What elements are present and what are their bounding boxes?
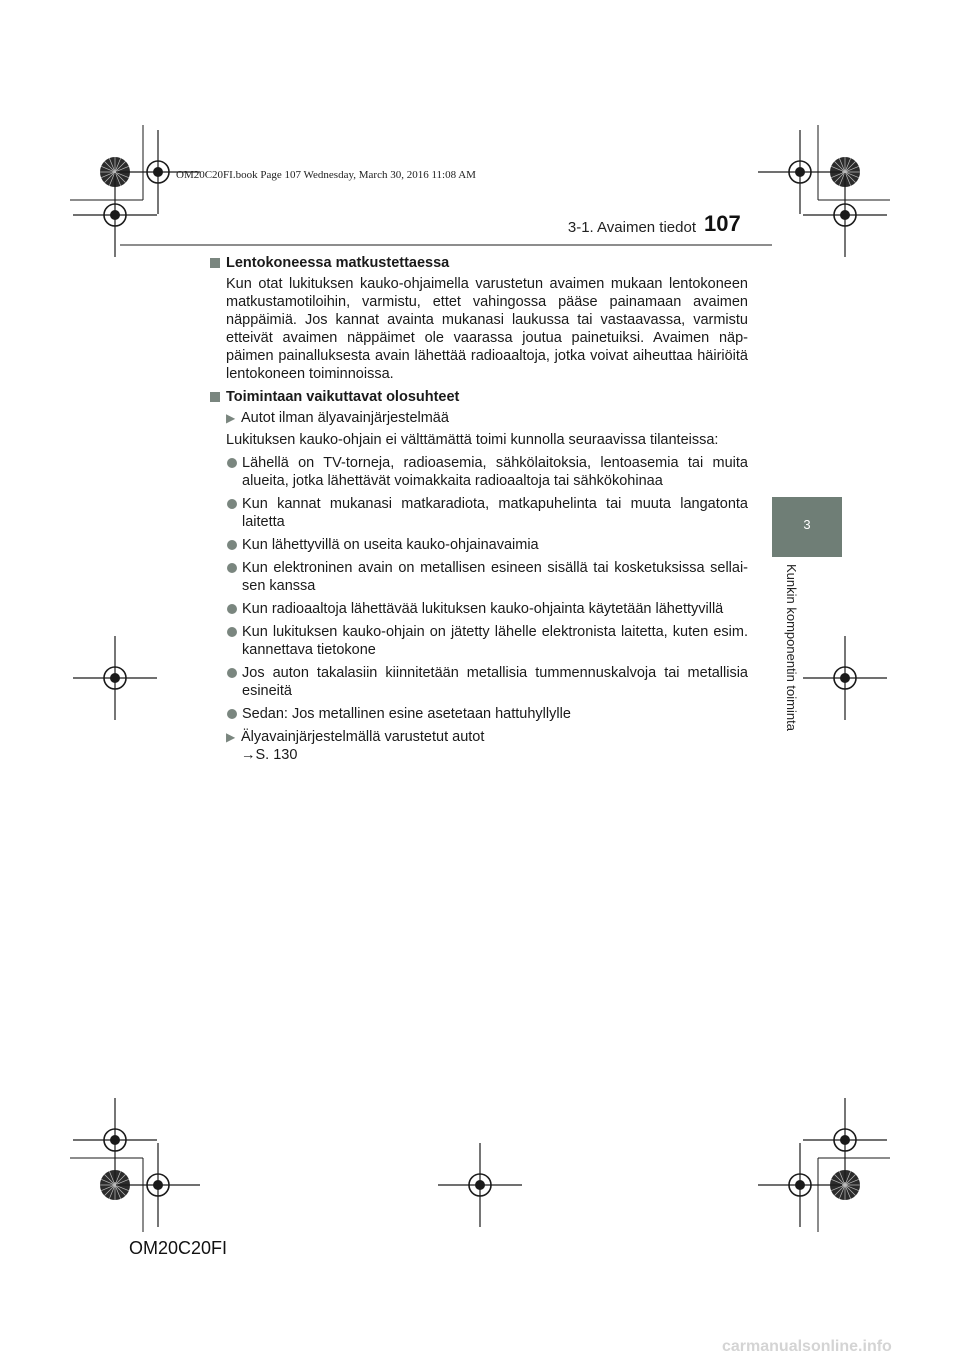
page-reference-link[interactable]: →S. 130 [241,747,298,763]
circle-bullet-icon [227,563,237,573]
registration-target-icon [803,173,887,257]
list-item [210,536,748,554]
paragraph: Lukituksen kauko-ohjain ei välttämättä toimi kunnolla seuraavissa tilanteissa: [226,432,719,448]
section-heading-text: Toimintaan vaikuttavat olosuhteet [226,389,460,405]
registration-target-icon [803,1098,887,1182]
registration-target-icon [758,130,842,214]
list-item [210,559,748,595]
paragraph: Kun otat lukituksen kauko-ohjaimella varustetun avaimen mukaan lentokoneen matkustamotiloihin, varmistu, ettet vahingossa pääse painamaan avaimen näppäimiä. Jos kannat avainta mukanasi laukussa tai vastaavassa, varmistu etteivät avaimen näppäimet ole vaarassa joutua painetuiksi. Avaimen näp-päimen painalluksesta avain lähettää radioaaltoja, jotka voivat aiheuttaa häiriöitä lentokoneen toiminnoissa. [226,276,748,382]
header-rule [120,244,772,246]
circle-bullet-icon [227,709,237,719]
registration-target-icon [116,1143,200,1227]
circle-bullet-icon [227,668,237,678]
registration-target-icon [758,1143,842,1227]
main-content [210,254,748,764]
list-item-text: Kun lähettyvillä on useita kauko-ohjainavaimia [242,537,539,553]
section-title: 3-1. Avaimen tiedot [567,219,696,236]
registration-target-icon [438,1143,522,1227]
subheading [210,409,748,427]
list-item-text: Kun elektroninen avain on metallisen esineen sisällä tai kosketuksissa sellai-sen kanssa [242,560,748,594]
registration-target-icon [803,636,887,720]
registration-target-icon [73,636,157,720]
chapter-label: Kunkin komponentin toiminta [784,564,799,731]
subheading-text: Autot ilman älyavainjärjestelmää [241,410,449,426]
list-item [210,664,748,700]
circle-bullet-icon [227,627,237,637]
subheading-text: Älyavainjärjestelmällä varustetut autot [241,729,485,745]
watermark: carmanualsonline.info [722,1338,892,1355]
subheading [210,728,748,746]
manual-code: OM20C20FI [129,1238,228,1258]
square-bullet-icon [210,392,220,402]
chapter-tab [772,497,842,557]
list-item [210,623,748,659]
list-item-text: Kun lukituksen kauko-ohjain on jätetty lähelle elektronista laitetta, kuten esim. kannettava tietokone [242,624,748,658]
list-item [210,454,748,490]
book-stamp: OM20C20FI.book Page 107 Wednesday, March 30, 2016 11:08 AM [176,169,476,181]
triangle-bullet-icon: ▶ [226,411,236,425]
section-heading [210,254,748,272]
section-heading-text: Lentokoneessa matkustettaessa [226,255,450,271]
page-number: 107 [704,211,741,236]
list-item-text: Kun kannat mukanasi matkaradiota, matkapuhelinta tai muuta langatonta laitetta [242,496,748,530]
list-item [210,600,748,618]
list-item-text: Jos auton takalasiin kiinnitetään metallisia tummennuskalvoja tai metallisia esineitä [242,665,748,699]
list-item-text: Kun radioaaltoja lähettävää lukituksen kauko-ohjainta käytetään lähettyvillä [242,601,724,617]
list-item-text: Sedan: Jos metallinen esine asetetaan hattuhyllylle [242,706,571,722]
circle-bullet-icon [227,499,237,509]
section-heading [210,388,748,406]
list-item-text: Lähellä on TV-torneja, radioasemia, sähkölaitoksia, lentoasemia tai muita alueita, jotka lähettävät voimakkaita radioaaltoja tai sähkökohinaa [242,455,748,489]
circle-bullet-icon [227,540,237,550]
list-item [210,495,748,531]
registration-target-icon [73,1098,157,1182]
list-item [210,705,748,723]
circle-bullet-icon [227,458,237,468]
chapter-number: 3 [803,517,811,532]
square-bullet-icon [210,258,220,268]
triangle-bullet-icon: ▶ [226,730,236,744]
circle-bullet-icon [227,604,237,614]
